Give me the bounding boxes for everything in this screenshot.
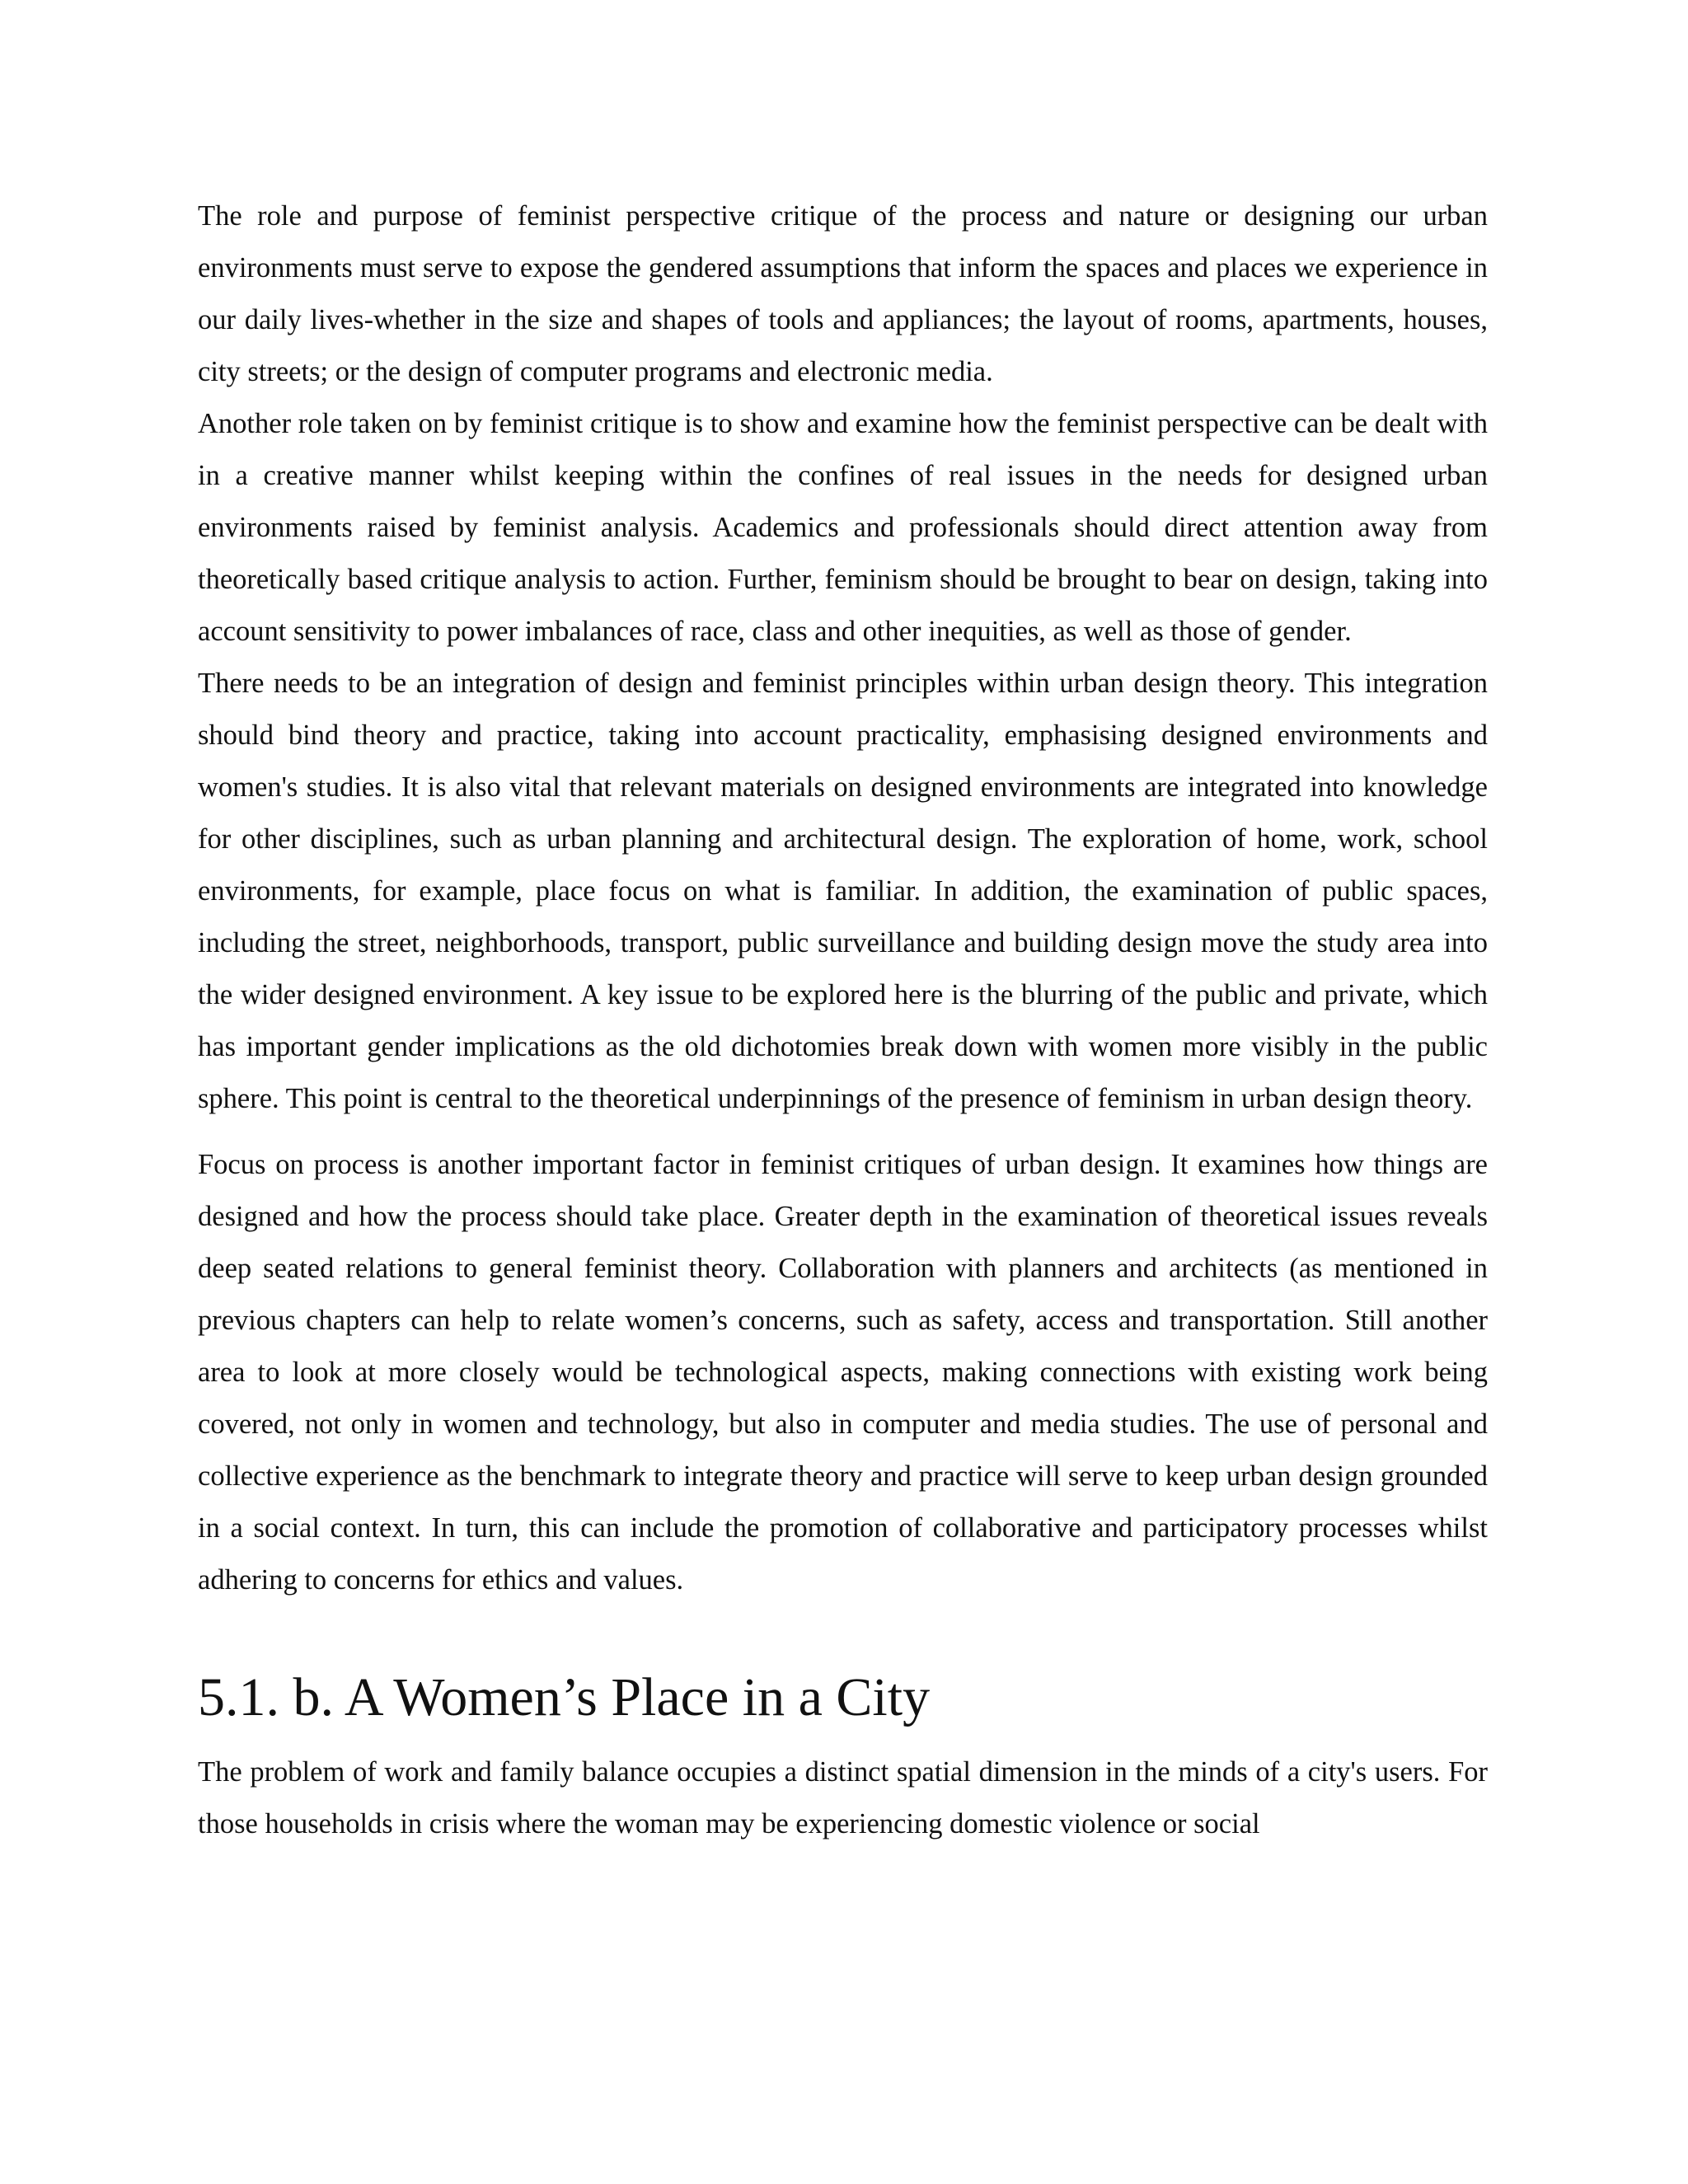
paragraph-creative-critique: Another role taken on by feminist critique is to show and examine how the feminist perspective can be dealt with in a creative manner whilst keeping within the confines of real issues in the needs for designed urban environments raised by feminist analysis. Academics and professionals should direct attention away from theoretically based critique analysis to action. Further, feminism should be brought to bear on design, taking into account sensitivity to power imbalances of race, class and other inequities, as well as those of gender. [198,408,1488,647]
document-body [198,190,1488,1850]
paragraph-work-family-balance: The problem of work and family balance occupies a distinct spatial dimension in the minds of a city's users. For those households in crisis where the woman may be experiencing domestic violence or social [198,1756,1488,1840]
section-heading: 5.1. b. A Women’s Place in a City [198,1667,931,1727]
paragraph-focus-on-process: Focus on process is another important factor in feminist critiques of urban design. It examines how things are designed and how the process should take place. Greater depth in the examination of theoretical issues reveals deep seated relations to general feminist theory. Collaboration with planners and architects (as mentioned in previous chapters can help to relate women’s concerns, such as safety, access and transportation. Still another area to look at more closely would be technological aspects, making connections with existing work being covered, not only in women and technology, but also in computer and media studies. The use of personal and collective experience as the benchmark to integrate theory and practice will serve to keep urban design grounded in a social context. In turn, this can include the promotion of collaborative and participatory processes whilst adhering to concerns for ethics and values. [198,1149,1488,1596]
paragraph-feminist-critique-role: The role and purpose of feminist perspective critique of the process and nature or designing our urban environments must serve to expose the gendered assumptions that inform the spaces and places we experience in our daily lives-whether in the size and shapes of tools and appliances; the layout of rooms, apartments, houses, city streets; or the design of computer programs and electronic media. [198,200,1488,387]
paragraph-integration-design-theory: There needs to be an integration of design and feminist principles within urban design theory. This integration should bind theory and practice, taking into account practicality, emphasising designed environments and women's studies. It is also vital that relevant materials on designed environments are integrated into knowledge for other disciplines, such as urban planning and architectural design. The exploration of home, work, school environments, for example, place focus on what is familiar. In addition, the examination of public spaces, including the street, neighborhoods, transport, public surveillance and building design move the study area into the wider designed environment. A key issue to be explored here is the blurring of the public and private, which has important gender implications as the old dichotomies break down with women more visibly in the public sphere. This point is central to the theoretical underpinnings of the presence of feminism in urban design theory. [198,668,1488,1114]
